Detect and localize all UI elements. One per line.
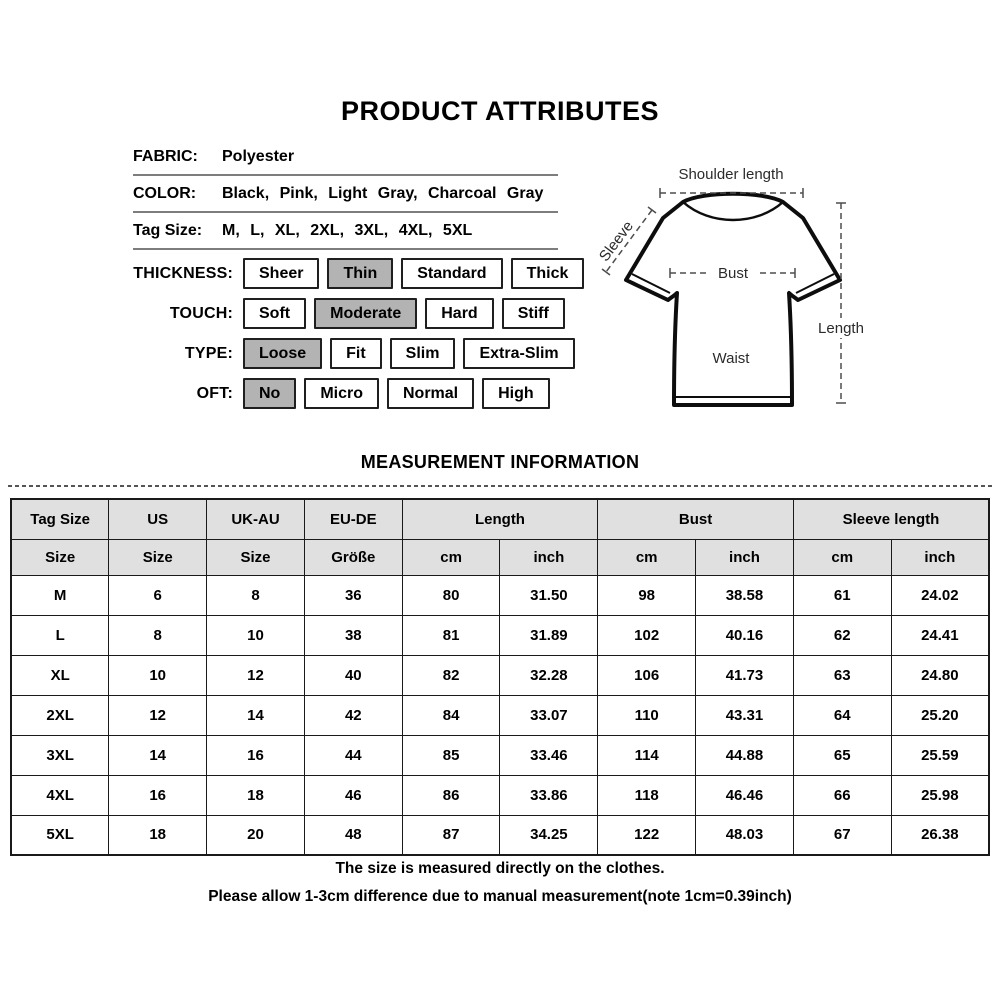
shoulder-length-label: Shoulder length: [678, 166, 784, 183]
table-row: [11, 815, 989, 855]
table-cell: 38: [304, 615, 402, 655]
option-thick[interactable]: Thick: [511, 258, 585, 289]
col-sleeve-length: Sleeve length: [793, 499, 989, 539]
table-cell: 67: [793, 815, 891, 855]
option-normal[interactable]: Normal: [387, 378, 474, 409]
thickness-label: THICKNESS:: [133, 264, 233, 282]
size-table-body: [11, 575, 989, 855]
table-cell: 33.86: [500, 775, 598, 815]
fabric-label: FABRIC:: [133, 147, 198, 165]
table-cell: 48: [304, 815, 402, 855]
table-cell: 34.25: [500, 815, 598, 855]
unit-sleeve-cm: cm: [793, 539, 891, 575]
bust-label: Bust: [717, 265, 749, 282]
table-row: [11, 695, 989, 735]
color-row: [133, 176, 558, 213]
note-manual-measurement: Please allow 1-3cm difference due to manual measurement(note 1cm=0.39inch): [208, 888, 792, 905]
option-soft[interactable]: Soft: [243, 298, 306, 329]
table-cell: 12: [207, 655, 305, 695]
table-cell: 43.31: [696, 695, 794, 735]
table-cell: 44: [304, 735, 402, 775]
table-cell: L: [11, 615, 109, 655]
table-cell: 64: [793, 695, 891, 735]
table-cell: 8: [207, 575, 305, 615]
table-cell: 16: [207, 735, 305, 775]
oft-label: OFT:: [196, 384, 233, 402]
unit-size-1: Size: [11, 539, 109, 575]
type-label: TYPE:: [184, 344, 233, 362]
table-cell: 81: [402, 615, 500, 655]
sleeve-label: Sleeve: [595, 217, 637, 265]
col-eu-de: EU-DE: [304, 499, 402, 539]
tshirt-outline: [626, 194, 840, 405]
option-no[interactable]: No: [243, 378, 296, 409]
table-cell: 24.02: [891, 575, 989, 615]
table-cell: 110: [598, 695, 696, 735]
thickness-row: [0, 258, 584, 289]
tshirt-measurement-diagram: [588, 150, 988, 440]
table-cell: 98: [598, 575, 696, 615]
option-sheer[interactable]: Sheer: [243, 258, 319, 289]
table-cell: 41.73: [696, 655, 794, 695]
table-row: [11, 735, 989, 775]
unit-sleeve-inch: inch: [891, 539, 989, 575]
option-slim[interactable]: Slim: [390, 338, 456, 369]
option-rows: [0, 258, 584, 418]
table-row: [11, 655, 989, 695]
option-standard[interactable]: Standard: [401, 258, 502, 289]
attribute-list: [133, 139, 558, 250]
size-table: [10, 498, 990, 856]
option-loose[interactable]: Loose: [243, 338, 322, 369]
fabric-row: [133, 139, 558, 176]
table-cell: M: [11, 575, 109, 615]
tag-size-label: Tag Size:: [133, 221, 203, 239]
table-cell: 10: [109, 655, 207, 695]
oft-row: [0, 378, 584, 409]
color-value: Black, Pink, Light Gray, Charcoal Gray: [222, 184, 544, 202]
waist-label: Waist: [712, 350, 750, 367]
table-cell: 87: [402, 815, 500, 855]
unit-size-3: Size: [207, 539, 305, 575]
table-cell: 36: [304, 575, 402, 615]
table-cell: 118: [598, 775, 696, 815]
unit-length-inch: inch: [500, 539, 598, 575]
tag-size-value: M, L, XL, 2XL, 3XL, 4XL, 5XL: [222, 221, 473, 239]
note-measured-on-clothes: The size is measured directly on the clothes.: [335, 860, 665, 877]
option-fit[interactable]: Fit: [330, 338, 382, 369]
table-cell: 65: [793, 735, 891, 775]
measurement-heading: MEASUREMENT INFORMATION: [360, 452, 640, 472]
table-row: [11, 615, 989, 655]
length-label: Length: [818, 320, 864, 337]
table-cell: 63: [793, 655, 891, 695]
table-cell: 24.41: [891, 615, 989, 655]
table-cell: 16: [109, 775, 207, 815]
table-cell: 61: [793, 575, 891, 615]
table-cell: 48.03: [696, 815, 794, 855]
table-row: [11, 575, 989, 615]
option-hard[interactable]: Hard: [425, 298, 493, 329]
touch-label: TOUCH:: [169, 304, 233, 322]
option-micro[interactable]: Micro: [304, 378, 379, 409]
table-cell: 14: [109, 735, 207, 775]
option-stiff[interactable]: Stiff: [502, 298, 565, 329]
table-cell: 18: [207, 775, 305, 815]
unit-size-2: Size: [109, 539, 207, 575]
table-cell: 5XL: [11, 815, 109, 855]
table-cell: 46.46: [696, 775, 794, 815]
unit-groesse: Größe: [304, 539, 402, 575]
table-cell: 38.58: [696, 575, 794, 615]
tag-size-row: [133, 213, 558, 250]
table-cell: 122: [598, 815, 696, 855]
table-cell: 62: [793, 615, 891, 655]
table-cell: 18: [109, 815, 207, 855]
table-cell: XL: [11, 655, 109, 695]
table-cell: 33.46: [500, 735, 598, 775]
table-cell: 6: [109, 575, 207, 615]
table-cell: 25.20: [891, 695, 989, 735]
table-cell: 40.16: [696, 615, 794, 655]
col-length: Length: [402, 499, 598, 539]
table-cell: 2XL: [11, 695, 109, 735]
table-cell: 3XL: [11, 735, 109, 775]
col-us: US: [109, 499, 207, 539]
table-cell: 82: [402, 655, 500, 695]
option-extra-slim[interactable]: Extra-Slim: [463, 338, 574, 369]
table-cell: 24.80: [891, 655, 989, 695]
table-header-row-units: [11, 539, 989, 575]
table-cell: 40: [304, 655, 402, 695]
table-cell: 44.88: [696, 735, 794, 775]
table-cell: 114: [598, 735, 696, 775]
type-row: [0, 338, 584, 369]
table-cell: 102: [598, 615, 696, 655]
table-cell: 84: [402, 695, 500, 735]
option-moderate[interactable]: Moderate: [314, 298, 417, 329]
table-cell: 46: [304, 775, 402, 815]
unit-length-cm: cm: [402, 539, 500, 575]
table-cell: 12: [109, 695, 207, 735]
col-bust: Bust: [598, 499, 794, 539]
table-cell: 85: [402, 735, 500, 775]
col-tag-size: Tag Size: [11, 499, 109, 539]
dotted-divider: [8, 485, 992, 487]
touch-row: [0, 298, 584, 329]
table-cell: 10: [207, 615, 305, 655]
fabric-value: Polyester: [222, 147, 295, 165]
table-cell: 8: [109, 615, 207, 655]
table-cell: 80: [402, 575, 500, 615]
option-high[interactable]: High: [482, 378, 550, 409]
table-row: [11, 775, 989, 815]
table-cell: 32.28: [500, 655, 598, 695]
table-cell: 31.50: [500, 575, 598, 615]
table-cell: 33.07: [500, 695, 598, 735]
table-cell: 106: [598, 655, 696, 695]
unit-bust-cm: cm: [598, 539, 696, 575]
table-cell: 31.89: [500, 615, 598, 655]
color-label: COLOR:: [133, 184, 197, 202]
table-cell: 26.38: [891, 815, 989, 855]
table-cell: 25.98: [891, 775, 989, 815]
table-cell: 4XL: [11, 775, 109, 815]
unit-bust-inch: inch: [696, 539, 794, 575]
table-header-row-groups: [11, 499, 989, 539]
table-cell: 20: [207, 815, 305, 855]
table-cell: 14: [207, 695, 305, 735]
table-cell: 66: [793, 775, 891, 815]
table-cell: 86: [402, 775, 500, 815]
table-cell: 42: [304, 695, 402, 735]
page-title: PRODUCT ATTRIBUTES: [341, 96, 659, 126]
col-uk-au: UK-AU: [207, 499, 305, 539]
option-thin[interactable]: Thin: [327, 258, 393, 289]
table-cell: 25.59: [891, 735, 989, 775]
